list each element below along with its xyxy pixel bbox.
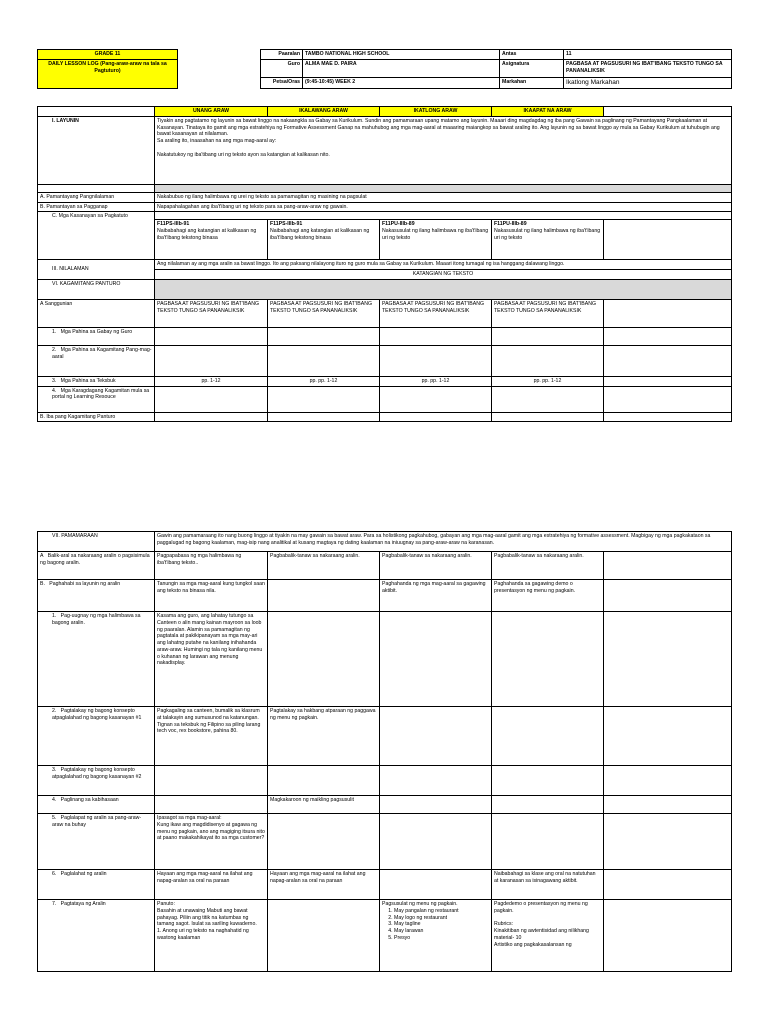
layunin-text: Tiyakin ang pagtatamo ng layunin sa bawat linggo na nakaangkla sa Gabay sa Kurikulum. Sundin ang pamamaraan upang matamo ang layunin. Maaari ding magdagdag ng iba pang Gawain sa paglinang ng Pamantayang Pangkaalaman at Kasanayan. Tinataya ito gamit ang mga estratehiya ng Formative Assessment Ganap na mahuhubog ang mga mag-aaral at maaaring maiangkop sa bawat araling ito. Ang layunin ng sa bawat linggo ay mula sa Gabay Kurikulum at tuhubugin ang bawat kasanayan at nilalaman. Sa araling ito, inaasahan na ang mga mag-aaral ay: Nakatutukoy ng iba'tibang uri ng teksto ayon sa katangian at kalikasan nito.: [155, 116, 732, 184]
antas-label: Antas: [500, 50, 564, 60]
dll-title: DAILY LESSON LOG (Pang-araw-araw na tala sa Pagtuturo): [38, 59, 178, 88]
paaralan-label: Paaralan: [261, 50, 303, 60]
pamamaraan-text: Gawin ang pamamaraang ito nang buong linggo at tiyakin na may gawain sa bawat araw. Para sa holistikong pagkahubog, gabayan ang mga mag-aaral gamit ang mga estratehiya ng formative assessment. Magbigay ng mga pagkakataon sa paggalugad ng bagong kaalaman, mag-isip nang analitikal at kusang magtaya ng dating kaalaman na iniuugnay sa pang-araw-araw na karanasan.: [155, 532, 732, 552]
proc-row: A Balik-aral sa nakaraang aralin o pagsisimula ng bagong aralin. Pagpapabasa ng mga halimbawa ng iba't'ibang teksto.. Pagbabalik-tanaw sa nakaraang aralin. Pagbabalik-tanaw sa nakaraang aralin. Pagbabalik-tanaw sa nakaraang aralin.: [38, 552, 732, 580]
kasanayan-cell-4: F11PU-IIIb-89 Nakasusulat ng ilang halimbawa ng iba't'ibang uri ng teksto: [492, 220, 604, 260]
proc-row: 6. Paglalahat ng aralin Hayaan ang mga mag-aaral na ilahat ang napag-aralan sa oral na paraan Hayaan ang mga mag-aaral na ilahat ang napag-aralan sa oral na paraan Naibabahagi sa klase ang oral na natutuhan at karanasan sa isinagawang aktibit.: [38, 870, 732, 900]
kasanayan-cell-1: F11PS-IIIb-91 Naibabahagi ang katangian at kalikasan ng iba't'ibang tekstong binasa: [155, 220, 268, 260]
lesson-table-2: [37, 531, 732, 972]
pagtataya-row: 7. Pagtataya ng Aralin Panuto: Basahin at unawaing Mabuti ang bawat pahayag. Piliin ang titik na katumbas ng tamang sagot. Isulat sa sariling kuwaderno. 1. Anong uri ng teksto na naghahatid ng wastong kaalaman Pagsusulat ng menu ng pagkain. 1. May pangalan ng restaurant 2. May logo ng restaurant 3. May tagline 4. May larawan 5. Presyo Pagdedemo o presentasyon ng menu ng pagkain. Rubrics: Kinakitiban ng awtentisidad ang nilikhang material- 10 Artistiko ang pagkakasalansan ng: [38, 900, 732, 972]
day-header-4: IKAAPAT NA ARAW: [492, 107, 604, 117]
proc-row: 4. Paglinang sa kabihasaan Magkakaroon ng maikling pagsusulit: [38, 796, 732, 814]
ref-row: 2. Mga Pahina sa Kagamitang Pang-mag-aaral: [38, 345, 732, 376]
petsa-label: Petsa/Oras: [261, 77, 303, 88]
proc-row: 2. Pagtalakay ng bagong konsepto atpaglalahad ng bagong kasanayan #1 Pagkagaling sa canteen, bumalik sa klasrum at talakayin ang sumusunod na katanungan. Tignan sa teksbuk ng Filipino sa piling larang tech voc, rex bookstore, pahina 80. Pagtalakay sa hakbang atparaan ng paggawa ng menu ng pagkain.: [38, 707, 732, 766]
day-header-3: IKATLONG ARAW: [380, 107, 492, 117]
sanggunian-book-4: PAGBASA AT PAGSUSURI NG IBAT'IBANG TEKSTO TUNGO SA PANANALIKSIK: [492, 299, 604, 327]
proc-row: B. Paghahabi sa layunin ng aralin Tanungin sa mga mag-aaral kung tungkol saan ang teksto na binasa nila. Paghahanda ng mga mag-aaral sa gagawing aktibit. Paghahanda sa gagawing demo o presentasyon ng menu ng pagkain.: [38, 580, 732, 612]
day-header-2: IKALAWANG ARAW: [268, 107, 380, 117]
antas-value: 11: [564, 50, 732, 60]
pagganap-text: Napapahalagahan ang iba't'ibang uri ng teksto para sa pang-araw-araw ng gawain.: [155, 202, 732, 212]
nilalaman-label: III. NILALAMAN: [38, 260, 155, 280]
markahan-value: Ikatlong Markahan: [564, 77, 732, 88]
pangnilalaman-text: Nakabubuo ng ilang halimbawa ng urei ng teksto sa pamamagitan ng masining na pagsulat: [155, 192, 732, 202]
nilalaman-topic: KATANGIAN NG TEKSTO: [155, 270, 732, 280]
day-header-1: UNANG ARAW: [155, 107, 268, 117]
sanggunian-label: A Sanggunian: [38, 299, 155, 327]
kagamitan-label: VI. KAGAMITANG PANTURO: [38, 279, 155, 299]
petsa-value: (9:45-10:45) WEEK 2: [303, 77, 500, 88]
proc-row: 5. Paglalapat ng aralin sa pang-araw-araw na buhay Ipasagot sa mga mag-aaral: Kung ikaw ang magdidisenyo at gagawa ng menu ng pagkain, ano ang magiging itsura nito at paano makakahikayat ito sa mga customer?: [38, 814, 732, 870]
iba-pang-label: B. Iba pang Kagamitang Panturo: [38, 412, 155, 422]
grade-label: GRADE 11: [38, 50, 178, 60]
guro-label: Guro: [261, 59, 303, 77]
paaralan-value: TAMBO NATIONAL HIGH SCHOOL: [303, 50, 500, 60]
pamamaraan-label: VII. PAMAMARAAN: [38, 532, 155, 552]
kasanayan-label: C. Mga Kasanayan sa Pagkatuto: [38, 212, 155, 260]
list-item: 5. Presyo: [394, 935, 489, 942]
sanggunian-book-2: PAGBASA AT PAGSUSURI NG IBAT'IBANG TEKSTO TUNGO SA PANANALIKSIK: [268, 299, 380, 327]
kasanayan-cell-2: F11PS-IIIb-91 Naibabahagi ang katangian at kalikasan ng iba't'ibang tekstong binasa: [268, 220, 380, 260]
kasanayan-cell-3: F11PU-IIIb-89 Nakasusulat ng ilang halimbawa ng iba't'ibang uri ng teksto: [380, 220, 492, 260]
asignatura-value: PAGBASA AT PAGSUSURI NG IBAT'IBANG TEKSTO TUNGO SA PANANALIKSIK: [564, 59, 732, 77]
layunin-label: I. LAYUNIN: [38, 116, 155, 184]
list-item: 2. May logo ng restaurant: [394, 915, 489, 922]
header-table: [37, 49, 732, 89]
list-item: 1. May pangalan ng restaurant: [394, 908, 489, 915]
ref-row: 4. Mga Karagdagang Kagamitan mula sa portal ng Learning Resouce: [38, 386, 732, 412]
lesson-table-1: [37, 106, 732, 422]
pagtataya-menu: Pagsusulat ng menu ng pagkain. 1. May pangalan ng restaurant 2. May logo ng restaurant 3. May tagline 4. May larawan 5. Presyo: [380, 900, 492, 972]
ref-row: 1. Mga Pahina sa Gabay ng Guro: [38, 327, 732, 345]
guro-value: ALMA MAE D. PAIRA: [303, 59, 500, 77]
sanggunian-book-1: PAGBASA AT PAGSUSURI NG IBAT'IBANG TEKSTO TUNGO SA PANANALIKSIK: [155, 299, 268, 327]
markahan-label: Markahan: [500, 77, 564, 88]
asignatura-label: Asignatura: [500, 59, 564, 77]
ref-row: 3. Mga Pahina sa Teksbuk pp. 1-12 pp. pp. 1-12 pp. pp. 1-12 pp. pp. 1-12: [38, 376, 732, 386]
pagtataya-rubrics: Pagdedemo o presentasyon ng menu ng pagkain. Rubrics: Kinakitiban ng awtentisidad ang nilikhang material- 10 Artistiko ang pagkakasalansan ng: [492, 900, 604, 972]
pangnilalaman-label: A. Pamantayang Pangnilalaman: [38, 192, 155, 202]
list-item: 4. May larawan: [394, 928, 489, 935]
pagtataya-panuto: Panuto: Basahin at unawaing Mabuti ang bawat pahayag. Piliin ang titik na katumbas ng tamang sagot. Isulat sa sariling kuwaderno. 1. Anong uri ng teksto na naghahatid ng wastong kaalaman: [155, 900, 268, 972]
pagganap-label: B. Pamantayan sa Pagganap: [38, 202, 155, 212]
nilalaman-text: Ang nilalaman ay ang mga aralin sa bawat linggo. Ito ang paksang nilalayong ituro ng guro mula sa Gabay sa Kurikulum. Maaari itong tumagal ng isa hanggang dalawang linggo.: [155, 260, 732, 270]
sanggunian-book-3: PAGBASA AT PAGSUSURI NG IBAT'IBANG TEKSTO TUNGO SA PANANALIKSIK: [380, 299, 492, 327]
proc-row: 1. Pag-uugnay ng mga halimbawa sa bagong aralin. Kasama ang guro, ang lahatay tutungo sa Canteen o alin mang kainan mayroon sa loob ng paaralan. Alamin sa pamamagitan ng pagtatala at pakikipanayam sa mga may-ari ang lahatng putahe na kanilang inihahanda araw-araw. Humingi ng tala ng kanilang menu o kuhanan ng larawan ang menung nakadisplay.: [38, 612, 732, 707]
proc-row: 3. Pagtalakay ng bagong konsepto atpaglalahad ng bagong kasanayan #2: [38, 766, 732, 796]
list-item: 3. May tagline: [394, 921, 489, 928]
